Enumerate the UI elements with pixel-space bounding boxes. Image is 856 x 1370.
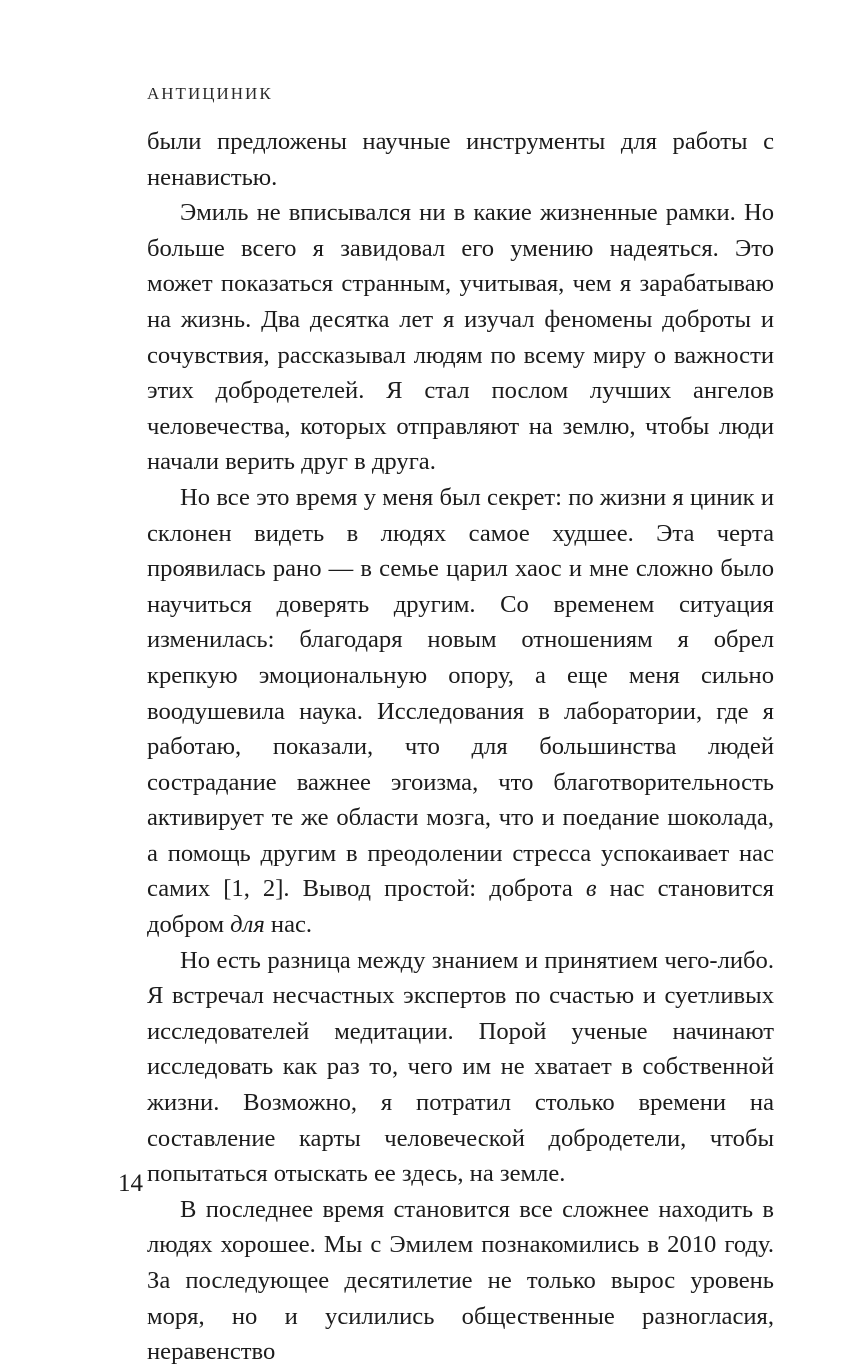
paragraph-5 [147, 1192, 774, 1370]
paragraph-3-italic-v: в [585, 875, 597, 903]
paragraph-2 [147, 195, 774, 480]
paragraph-3 [147, 480, 774, 943]
paragraph-4-text: Но есть разница между знанием и принятием чего-либо. Я встречал несчастных экспертов по счастью и суетливых исследователей медитации. Порой ученые начинают исследовать как раз то, чего им не хватает в собственной жизни. Возможно, я потратил столько времени на составление карты человеческой добродетели, чтобы попытаться отыскать ее здесь, на земле. [147, 946, 774, 1188]
paragraph-5-text: В последнее время становится все сложнее находить в людях хорошее. Мы с Эмилем познакомились в 2010 году. За последующее десятилетие не только вырос уровень моря, но и усилились общественные разногласия, неравенство [147, 1195, 774, 1366]
paragraph-3-text-a: Но все это время у меня был секрет: по жизни я циник и склонен видеть в людях самое худшее. Эта черта проявилась рано — в семье царил хаос и мне сложно было научиться доверять другим. Со временем ситуация изменилась: благодаря новым отношениям я обрел крепкую эмоциональную опору, а еще меня сильно воодушевила наука. Исследования в лаборатории, где я работаю, показали, что для большинства людей сострадание важнее эгоизма, что благотворительность активирует те же области мозга, что и поедание шоколада, а помощь другим в преодолении стресса успокаивает нас самих [1, 2]. Вывод простой: доброта [147, 483, 774, 903]
paragraph-1 [147, 124, 774, 195]
paragraph-4 [147, 943, 774, 1192]
paragraph-3-text-b: нас становится добром [147, 875, 774, 939]
paragraph-2-text: Эмиль не вписывался ни в какие жизненные рамки. Но больше всего я завидовал его умению надеяться. Это может показаться странным, учитывая, чем я зарабатываю на жизнь. Два десятка лет я изучал феномены доброты и сочувствия, рассказывал людям по всему миру о важности этих добродетелей. Я стал послом лучших ангелов человечества, которых отправляют на землю, чтобы люди начали верить друг в друга. [147, 199, 774, 476]
page-number: 14 [118, 1170, 143, 1197]
paragraph-3-text-c: нас. [264, 911, 313, 939]
paragraph-3-italic-dlya: для [230, 911, 265, 939]
running-header: АНТИЦИНИК [147, 84, 273, 103]
body-text [147, 124, 774, 1370]
paragraph-1-text: были предложены научные инструменты для работы с ненавистью. [147, 128, 774, 191]
